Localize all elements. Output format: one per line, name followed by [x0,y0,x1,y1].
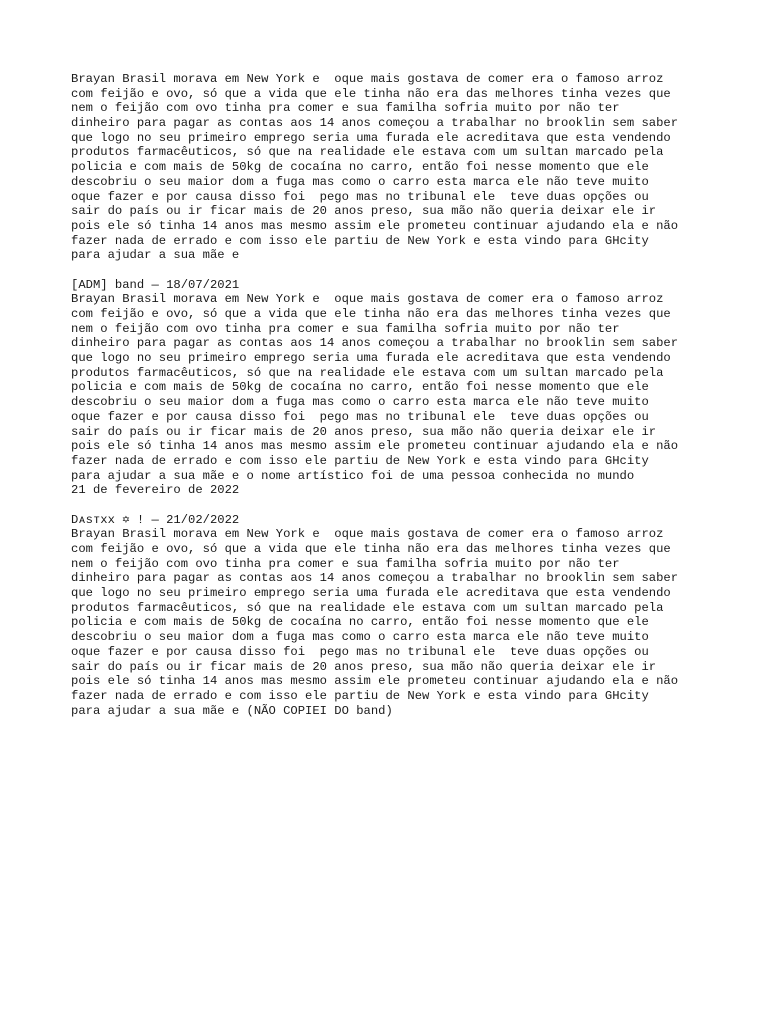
text-line: para ajudar a sua mãe e o nome artístico foi de uma pessoa conhecida no mundo [71,468,635,483]
text-line: com feijão e ovo, só que a vida que ele tinha não era das melhores tinha vezes que [71,86,671,101]
text-line: policia e com mais de 50kg de cocaína no carro, então foi nesse momento que ele [71,615,649,630]
text-line: fazer nada de errado e com isso ele partiu de New York e esta vindo para GHcity [71,233,649,248]
text-line: nem o feijão com ovo tinha pra comer e sua familha sofria muito por não ter [71,556,620,571]
text-line: oque fazer e por causa disso foi pego mas no tribunal ele teve duas opções ou [71,644,649,659]
text-line: para ajudar a sua mãe e (NÃO COPIEI DO band) [71,703,393,718]
text-line: nem o feijão com ovo tinha pra comer e sua familha sofria muito por não ter [71,321,620,336]
text-line: oque fazer e por causa disso foi pego mas no tribunal ele teve duas opções ou [71,189,649,204]
text-line: que logo no seu primeiro emprego seria uma furada ele acreditava que esta vendendo [71,130,671,145]
text-line: sair do país ou ir ficar mais de 20 anos preso, sua mão não queria deixar ele ir [71,424,657,439]
text-line: Brayan Brasil morava em New York e oque mais gostava de comer era o famoso arroz [71,292,664,307]
text-line: descobriu o seu maior dom a fuga mas como o carro esta marca ele não teve muito [71,174,649,189]
text-line: dinheiro para pagar as contas aos 14 anos começou a trabalhar no brooklin sem saber [71,571,679,586]
text-line: sair do país ou ir ficar mais de 20 anos preso, sua mão não queria deixar ele ir [71,204,657,219]
text-line: produtos farmacêuticos, só que na realidade ele estava com um sultan marcado pela [71,145,664,160]
text-line: policia e com mais de 50kg de cocaína no carro, então foi nesse momento que ele [71,380,649,395]
text-line: fazer nada de errado e com isso ele partiu de New York e esta vindo para GHcity [71,453,649,468]
text-line: com feijão e ovo, só que a vida que ele tinha não era das melhores tinha vezes que [71,307,671,321]
text-line: policia e com mais de 50kg de cocaína no carro, então foi nesse momento que ele [71,160,649,175]
text-line: produtos farmacêuticos, só que na realidade ele estava com um sultan marcado pela [71,365,664,380]
text-line: pois ele só tinha 14 anos mas mesmo assim ele prometeu continuar ajudando ela e não [71,674,679,689]
text-line: pois ele só tinha 14 anos mas mesmo assim ele prometeu continuar ajudando ela e não [71,218,679,233]
text-block [71,278,711,498]
text-line: oque fazer e por causa disso foi pego mas no tribunal ele teve duas opções ou [71,409,649,424]
text-block [71,72,711,263]
text-line: pois ele só tinha 14 anos mas mesmo assim ele prometeu continuar ajudando ela e não [71,439,679,454]
text-line: nem o feijão com ovo tinha pra comer e sua familha sofria muito por não ter [71,101,620,116]
text-line: que logo no seu primeiro emprego seria uma furada ele acreditava que esta vendendo [71,351,671,366]
text-line: dinheiro para pagar as contas aos 14 anos começou a trabalhar no brooklin sem saber [71,116,679,131]
post-header-line: Dᴀsᴛxx ✡ ! — 21/02/2022 [71,512,240,527]
text-line: descobriu o seu maior dom a fuga mas como o carro esta marca ele não teve muito [71,630,649,645]
text-line: fazer nada de errado e com isso ele partiu de New York e esta vindo para GHcity [71,688,649,703]
text-line: descobriu o seu maior dom a fuga mas como o carro esta marca ele não teve muito [71,395,649,410]
text-line: produtos farmacêuticos, só que na realidade ele estava com um sultan marcado pela [71,600,664,615]
text-line: para ajudar a sua mãe e [71,248,240,263]
text-line: 21 de fevereiro de 2022 [71,483,240,498]
text-line: com feijão e ovo, só que a vida que ele tinha não era das melhores tinha vezes que [71,542,671,556]
text-block [71,513,711,719]
text-line: que logo no seu primeiro emprego seria uma furada ele acreditava que esta vendendo [71,586,671,601]
post-header-line: [ADM] band — 18/07/2021 [71,277,240,292]
text-line: Brayan Brasil morava em New York e oque mais gostava de comer era o famoso arroz [71,72,664,86]
text-line: Brayan Brasil morava em New York e oque mais gostava de comer era o famoso arroz [71,527,664,542]
document-body [71,72,711,733]
text-line: sair do país ou ir ficar mais de 20 anos preso, sua mão não queria deixar ele ir [71,659,657,674]
text-line: dinheiro para pagar as contas aos 14 anos começou a trabalhar no brooklin sem saber [71,336,679,351]
